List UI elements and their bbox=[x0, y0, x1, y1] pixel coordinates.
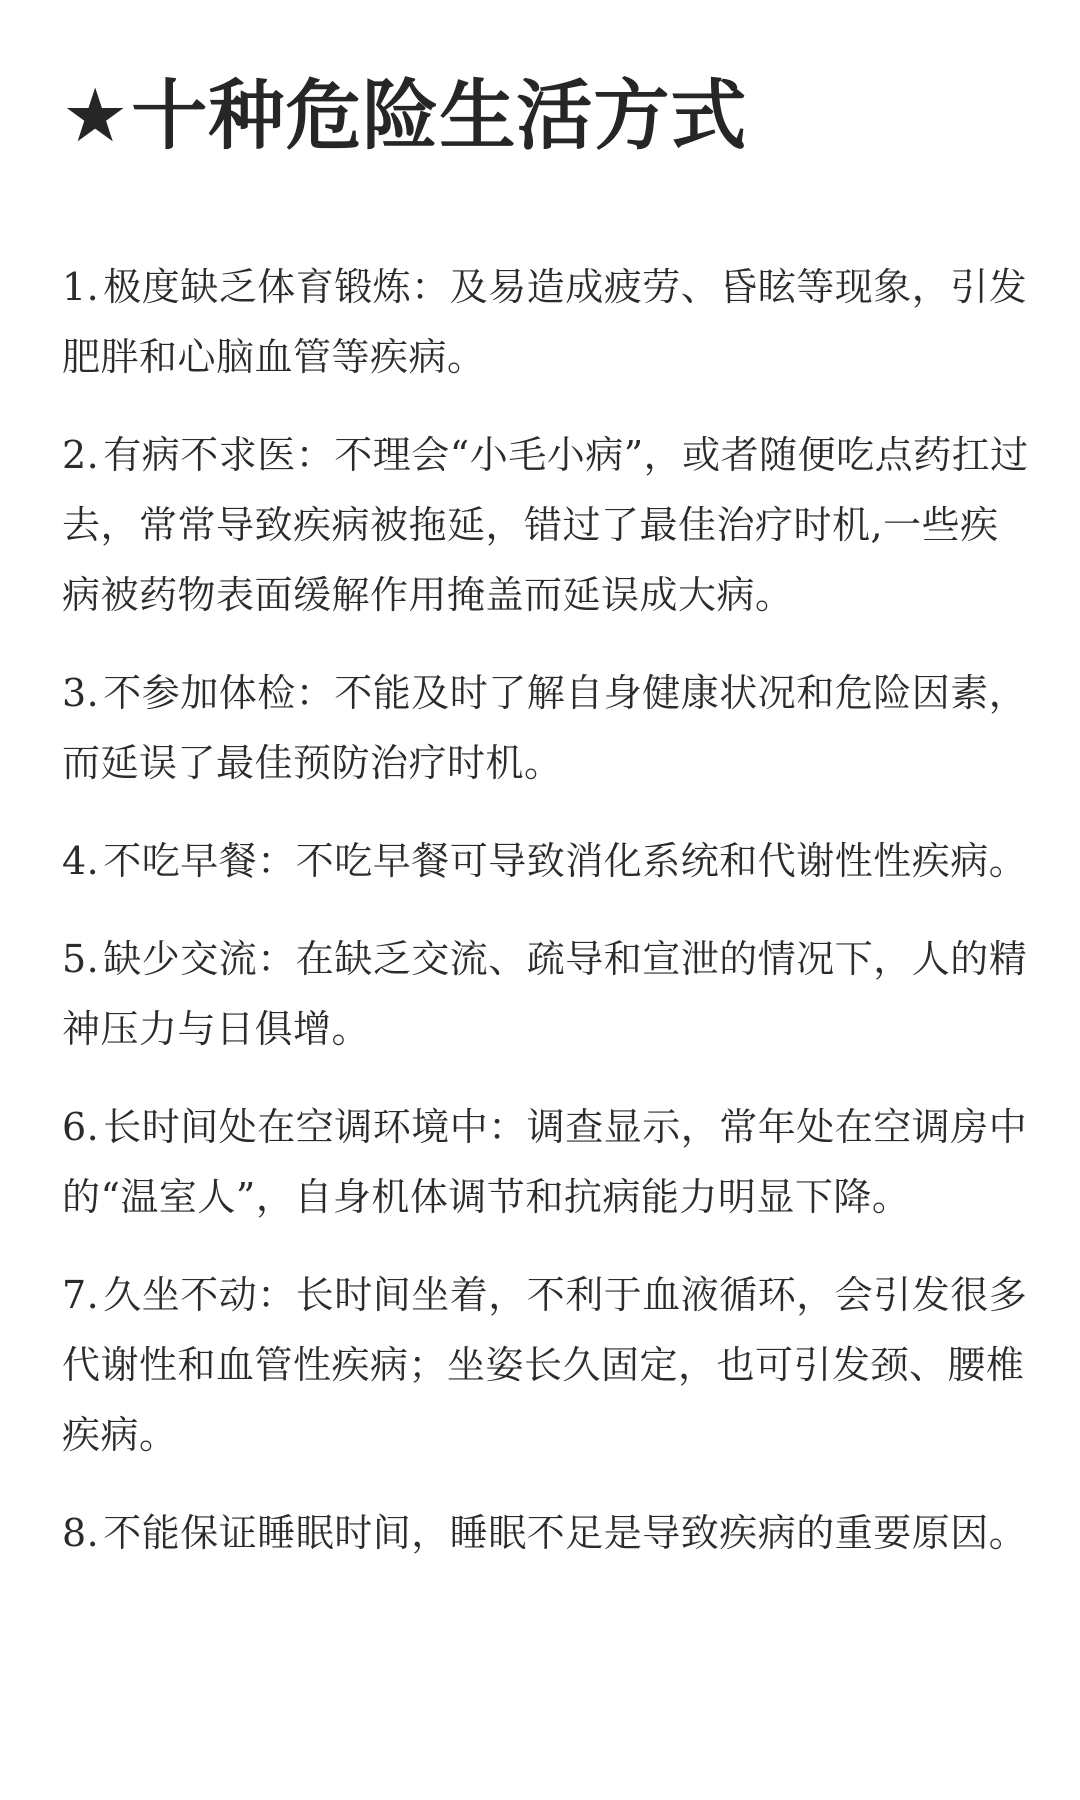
item-number: 5. bbox=[62, 937, 100, 981]
item-text: 有病不求医：不理会“小毛小病”，或者随便吃点药扛过去，常常导致疾病被拖延，错过了最佳治疗时机,一些疾病被药物表面缓解作用掩盖而延误成大病。 bbox=[62, 433, 1029, 617]
list-item bbox=[62, 420, 1032, 630]
item-number: 2. bbox=[62, 433, 100, 477]
item-text: 长时间处在空调环境中：调查显示，常年处在空调房中的“温室人”，自身机体调节和抗病能力明显下降。 bbox=[62, 1105, 1028, 1219]
list-item bbox=[62, 1092, 1032, 1232]
item-text: 极度缺乏体育锻炼：及易造成疲劳、昏眩等现象，引发肥胖和心脑血管等疾病。 bbox=[62, 265, 1028, 379]
star-icon: ★ bbox=[62, 73, 130, 159]
item-number: 8. bbox=[62, 1511, 100, 1555]
list-item bbox=[62, 1498, 1032, 1568]
list-item bbox=[62, 826, 1032, 896]
item-number: 4. bbox=[62, 839, 100, 883]
page-title bbox=[62, 66, 1032, 166]
item-text: 久坐不动：长时间坐着，不利于血液循环，会引发很多代谢性和血管性疾病；坐姿长久固定，也可引发颈、腰椎疾病。 bbox=[62, 1273, 1028, 1457]
list-item bbox=[62, 252, 1032, 392]
list-item bbox=[62, 658, 1032, 798]
item-number: 6. bbox=[62, 1105, 100, 1149]
tips-list bbox=[62, 252, 1032, 1568]
list-item bbox=[62, 924, 1032, 1064]
item-number: 3. bbox=[62, 671, 100, 715]
item-text: 不吃早餐：不吃早餐可导致消化系统和代谢性性疾病。 bbox=[103, 839, 1028, 883]
item-number: 1. bbox=[62, 265, 100, 309]
item-number: 7. bbox=[62, 1273, 100, 1317]
item-text: 不参加体检：不能及时了解自身健康状况和危险因素，而延误了最佳预防治疗时机。 bbox=[62, 671, 1028, 785]
list-item bbox=[62, 1260, 1032, 1470]
page-title-text: 十种危险生活方式 bbox=[131, 71, 748, 160]
item-text: 缺少交流：在缺乏交流、疏导和宣泄的情况下，人的精神压力与日俱增。 bbox=[62, 937, 1028, 1051]
item-text: 不能保证睡眠时间，睡眠不足是导致疾病的重要原因。 bbox=[103, 1511, 1028, 1555]
